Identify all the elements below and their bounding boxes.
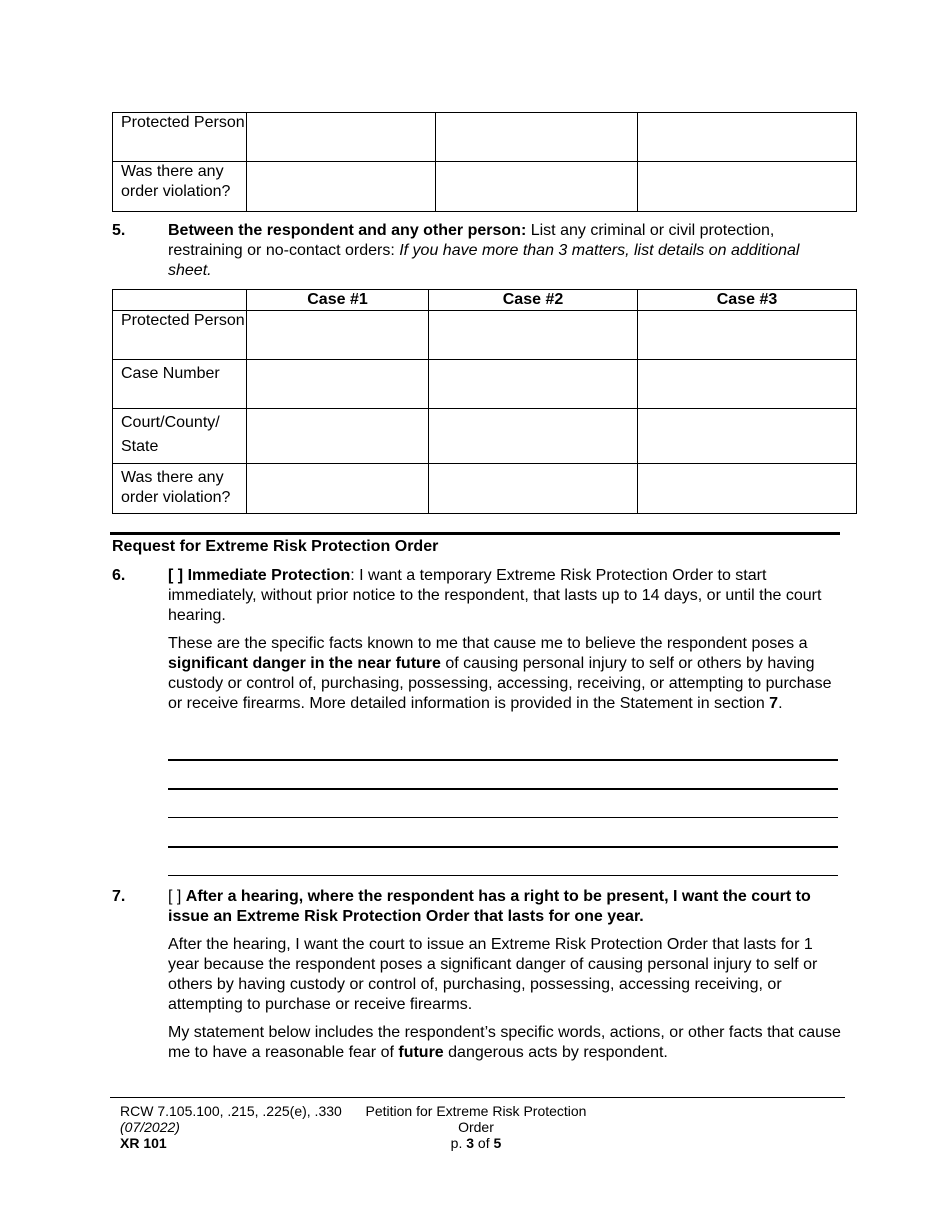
- request-heading: Request for Extreme Risk Protection Order: [112, 538, 439, 555]
- page-prefix: p.: [450, 1135, 467, 1151]
- section-6-number: 6.: [112, 567, 126, 584]
- footer-date: (07/2022): [120, 1119, 180, 1135]
- table-cell[interactable]: [429, 360, 638, 409]
- immediate-protection-checkbox[interactable]: [ ]: [168, 567, 184, 584]
- footer-rcw: RCW 7.105.100, .215, .225(e), .330: [120, 1103, 342, 1119]
- table-row: [113, 464, 857, 514]
- section-5-text: [168, 221, 840, 281]
- table-cell[interactable]: [436, 113, 638, 162]
- section-7-para-2: [168, 1023, 844, 1063]
- table-cell[interactable]: [638, 311, 857, 360]
- table-cell[interactable]: [436, 162, 638, 212]
- section-divider: [110, 532, 840, 535]
- table-cell[interactable]: [429, 311, 638, 360]
- header-case-3: Case #3: [638, 290, 857, 311]
- section-5-lead: Between the respondent and any other person:: [168, 222, 527, 239]
- write-in-line[interactable]: [168, 759, 838, 761]
- write-in-line[interactable]: [168, 817, 838, 818]
- row-label: Protected Person: [113, 113, 247, 162]
- row-label: Court/County/ State: [113, 409, 247, 464]
- para-2-bold: future: [398, 1044, 444, 1061]
- header-case-1: Case #1: [247, 290, 429, 311]
- table-cell[interactable]: [247, 162, 436, 212]
- write-in-line[interactable]: [168, 846, 838, 848]
- footer-page-number: [362, 1135, 590, 1151]
- row-label: Was there any order violation?: [113, 464, 247, 514]
- section-7-title: After a hearing, where the respondent has a right to be present, I want the court to issue an Extreme Risk Protection Order that lasts for one year.: [168, 888, 811, 925]
- table-cell[interactable]: [247, 409, 429, 464]
- table-cell[interactable]: [429, 409, 638, 464]
- table-cell[interactable]: [638, 464, 857, 514]
- table-cell[interactable]: [638, 409, 857, 464]
- table-cell[interactable]: [247, 464, 429, 514]
- section-6-body: : I want a temporary Extreme Risk Protection Order to start immediately, without prior notice to the respondent, that lasts up to 14 days, or until the court hearing.: [168, 567, 822, 624]
- table-cell[interactable]: [247, 311, 429, 360]
- table-cell[interactable]: [247, 360, 429, 409]
- row-label: Case Number: [113, 360, 247, 409]
- write-in-line[interactable]: [168, 875, 838, 876]
- prior-orders-table-continued: [112, 112, 857, 212]
- section-5-body: List any criminal or civil protection, restraining or no-contact orders:: [168, 222, 775, 259]
- para-2-text-a: My statement below includes the respondent’s specific words, actions, or other facts that cause me to have a reasonable fear of: [168, 1024, 841, 1061]
- table-cell[interactable]: [638, 162, 857, 212]
- header-blank: [113, 290, 247, 311]
- facts-end: .: [778, 695, 783, 712]
- para-2-text-b: dangerous acts by respondent.: [443, 1044, 668, 1061]
- footer-title: Petition for Extreme Risk Protection Order: [365, 1103, 587, 1135]
- section-6-facts: [168, 634, 844, 714]
- facts-text-b: of causing personal injury to self or others by having custody or control of, purchasing, possessing, accessing, receiving, or attempting to purchase or receive firearms. More detailed information is provided in the Statement in section: [168, 655, 832, 712]
- section-7-number: 7.: [112, 888, 126, 905]
- table-header-row: [113, 290, 857, 311]
- one-year-order-checkbox[interactable]: [ ]: [168, 888, 182, 905]
- table-row: [113, 311, 857, 360]
- table-row: [113, 162, 857, 212]
- facts-bold: significant danger in the near future: [168, 655, 441, 672]
- facts-ref: 7: [769, 695, 779, 712]
- page-current: 3: [466, 1135, 475, 1151]
- section-6-text: [168, 566, 840, 626]
- other-person-orders-table: [112, 289, 857, 514]
- section-6-title: Immediate Protection: [187, 567, 351, 584]
- facts-text-a: These are the specific facts known to me that cause me to believe the respondent poses a: [168, 635, 808, 652]
- header-case-2: Case #2: [429, 290, 638, 311]
- section-5-note: If you have more than 3 matters, list details on additional sheet.: [168, 242, 800, 279]
- table-cell[interactable]: [429, 464, 638, 514]
- section-7-para-1: After the hearing, I want the court to issue an Extreme Risk Protection Order that lasts for 1 year because the respondent poses a significant danger of causing personal injury to self or others by having custody or control of, purchasing, possessing, accessing receiving, or attempting to purchase or receive firearms.: [168, 936, 818, 1013]
- page-of: of: [474, 1135, 494, 1151]
- footer-rule: [110, 1097, 845, 1098]
- table-row: [113, 360, 857, 409]
- table-cell[interactable]: [247, 113, 436, 162]
- row-label: Was there any order violation?: [113, 162, 247, 212]
- row-label: Protected Person: [113, 311, 247, 360]
- table-cell[interactable]: [638, 360, 857, 409]
- table-row: [113, 409, 857, 464]
- section-7-text: [168, 887, 844, 927]
- footer-form-number: XR 101: [120, 1135, 167, 1151]
- section-5-number: 5.: [112, 222, 126, 239]
- table-cell[interactable]: [638, 113, 857, 162]
- page-total: 5: [493, 1135, 502, 1151]
- table-row: [113, 113, 857, 162]
- write-in-line[interactable]: [168, 788, 838, 790]
